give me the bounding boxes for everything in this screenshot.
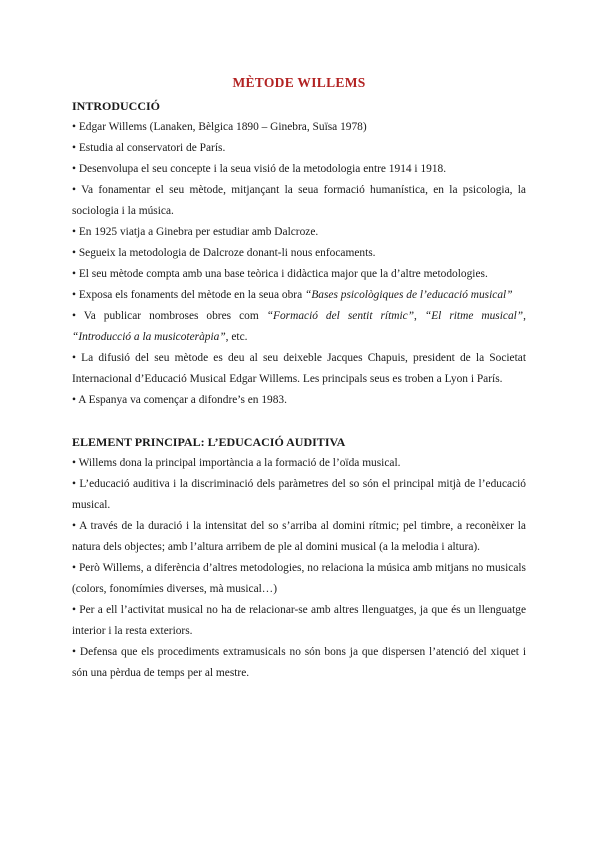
document-body xyxy=(72,72,526,684)
list-item: • Estudia al conservatori de París. xyxy=(72,142,226,154)
introduction-list xyxy=(72,117,526,411)
section-heading-introduction: INTRODUCCIÓ xyxy=(72,99,161,113)
auditory-education-list xyxy=(72,453,526,684)
page-title: MÈTODE WILLEMS xyxy=(232,75,366,90)
list-item: • Desenvolupa el seu concepte i la seua visió de la metodologia entre 1914 i 1918. xyxy=(72,163,447,175)
list-item xyxy=(72,285,526,306)
list-item: • Segueix la metodologia de Dalcroze donant-li nous enfocaments. xyxy=(72,247,376,259)
book-title: “Formació del sentit rítmic” xyxy=(266,310,415,322)
separator-text: , xyxy=(523,310,526,322)
list-item: • Edgar Willems (Lanaken, Bèlgica 1890 – Ginebra, Suïsa 1978) xyxy=(72,121,367,133)
list-item: • Willems dona la principal importància a la formació de l’oïda musical. xyxy=(72,457,401,469)
list-item xyxy=(72,306,526,348)
book-title: “El ritme musical” xyxy=(424,310,524,322)
list-item-text: , etc. xyxy=(225,331,248,343)
section-heading-auditory-education: ELEMENT PRINCIPAL: L’EDUCACIÓ AUDITIVA xyxy=(72,435,346,449)
list-item-text: • Va publicar nombroses obres com xyxy=(72,310,267,322)
list-item: • Per a ell l’activitat musical no ha de relacionar-se amb altres llenguatges, ja que és un llenguatge interior i la resta exteriors. xyxy=(72,604,526,637)
list-item: • L’educació auditiva i la discriminació dels paràmetres del so són el principal mitjà de l’educació musical. xyxy=(72,478,526,511)
list-item: • La difusió del seu mètode es deu al seu deixeble Jacques Chapuis, president de la Societat Internacional d’Educació Musical Edgar Willems. Les principals seus es troben a Lyon i París. xyxy=(72,352,526,385)
list-item: • En 1925 viatja a Ginebra per estudiar amb Dalcroze. xyxy=(72,226,319,238)
book-title: “Bases psicològiques de l’educació musical” xyxy=(305,289,513,301)
list-item: • A Espanya va començar a difondre’s en 1983. xyxy=(72,394,287,406)
list-item: • Però Willems, a diferència d’altres metodologies, no relaciona la música amb mitjans no musicals (colors, fonomímies diverses, mà musical…) xyxy=(72,562,526,595)
list-item: • Defensa que els procediments extramusicals no són bons ja que dispersen l’atenció del xiquet i són una pèrdua de temps per al mestre. xyxy=(72,646,526,679)
separator-text: , xyxy=(414,310,425,322)
list-item: • Va fonamentar el seu mètode, mitjançant la seua formació humanística, en la psicologia, la sociologia i la música. xyxy=(72,184,526,217)
book-title: “Introducció a la musicoteràpia” xyxy=(72,331,226,343)
list-item: • A través de la duració i la intensitat del so s’arriba al domini rítmic; pel timbre, a reconèixer la natura dels objectes; amb l’altura arribem de ple al domini musical (a la melodia i altura). xyxy=(72,520,526,553)
list-item-text: • Exposa els fonaments del mètode en la seua obra xyxy=(72,289,305,301)
list-item: • El seu mètode compta amb una base teòrica i didàctica major que la d’altre metodologies. xyxy=(72,268,488,280)
